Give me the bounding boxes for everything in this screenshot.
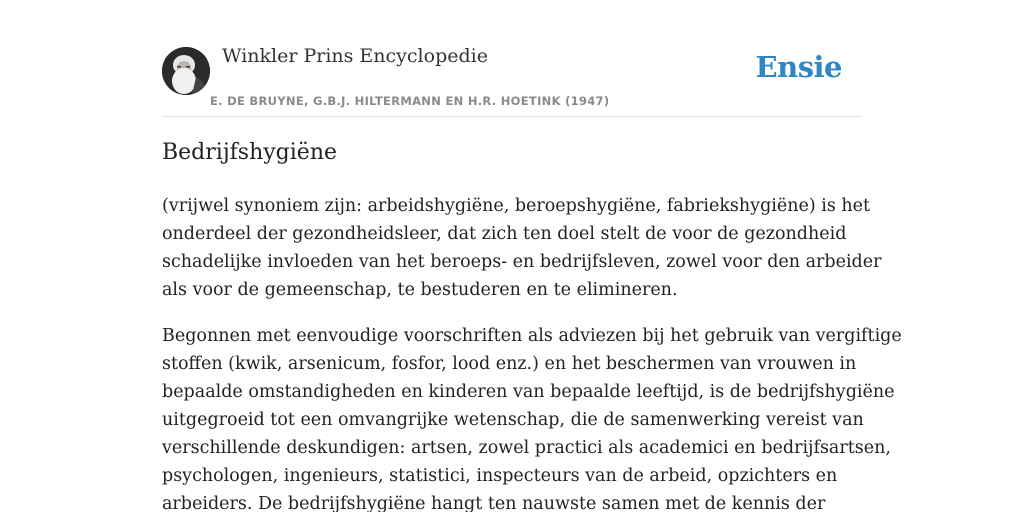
text-line: als voor de gemeenschap, te bestuderen en te elimineren.	[162, 280, 678, 300]
authors-line: E. DE BRUYNE, G.B.J. HILTERMANN EN H.R. HOETINK (1947)	[210, 94, 610, 108]
ensie-logo-link[interactable]: Ensie	[755, 50, 842, 84]
text-line: bepaalde omstandigheden en kinderen van bepaalde leeftijd, is de bedrijfshygiëne	[162, 382, 895, 402]
paragraph	[162, 192, 882, 304]
header	[162, 0, 862, 117]
entry-title: Bedrijfshygiëne	[162, 140, 338, 165]
text-line: arbeiders. De bedrijfshygiëne hangt ten nauwste samen met de kennis der	[162, 494, 826, 512]
text-line: verschillende deskundigen: artsen, zowel practici als academici en bedrijfsartsen,	[162, 438, 891, 458]
text-line: (vrijwel synoniem zijn: arbeidshygiëne, beroepshygiëne, fabriekshygiëne) is het	[162, 196, 871, 216]
book-title[interactable]: Winkler Prins Encyclopedie	[222, 45, 488, 67]
author-portrait[interactable]	[162, 47, 210, 95]
content-container	[162, 0, 902, 512]
entry-body	[162, 192, 902, 512]
text-line: Begonnen met eenvoudige voorschriften als adviezen bij het gebruik van vergiftige	[162, 326, 902, 346]
portrait-image	[162, 47, 210, 95]
paragraph	[162, 322, 902, 512]
text-line: schadelijke invloeden van het beroeps- en bedrijfsleven, zowel voor den arbeider	[162, 252, 882, 272]
text-line: psychologen, ingenieurs, statistici, inspecteurs van de arbeid, opzichters en	[162, 466, 838, 486]
text-line: uitgegroeid tot een omvangrijke wetenschap, die de samenwerking vereist van	[162, 410, 864, 430]
text-line: onderdeel der gezondheidsleer, dat zich ten doel stelt de voor de gezondheid	[162, 224, 847, 244]
text-line: stoffen (kwik, arsenicum, fosfor, lood enz.) en het beschermen van vrouwen in	[162, 354, 857, 374]
